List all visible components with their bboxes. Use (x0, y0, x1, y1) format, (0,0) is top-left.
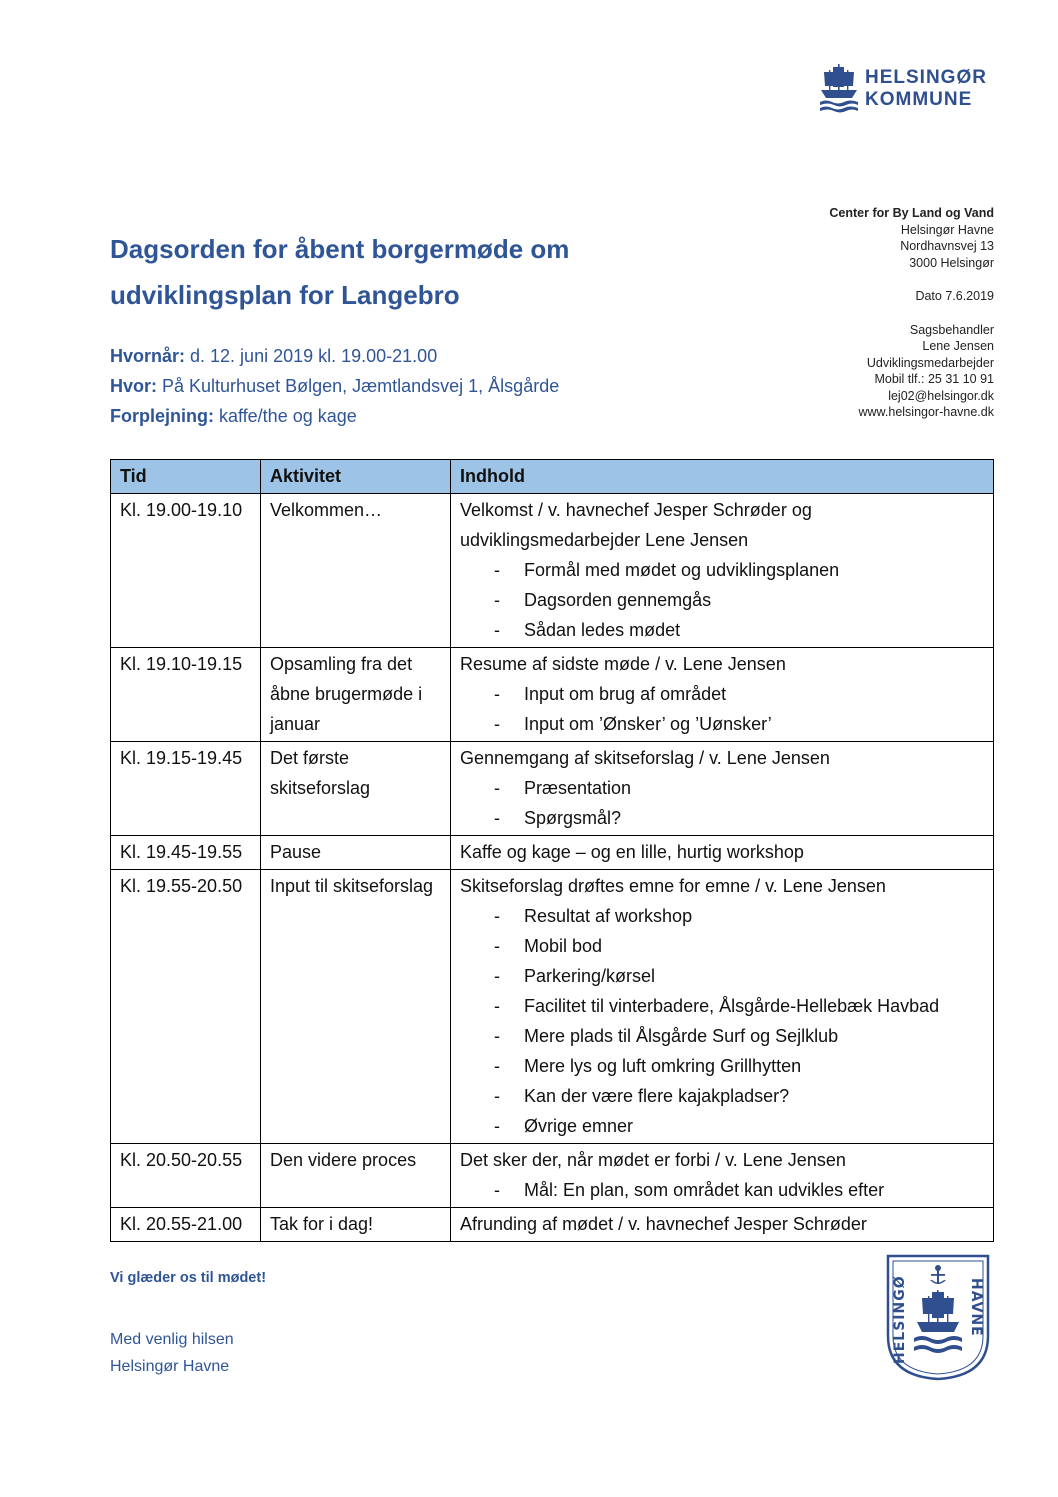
cell-content (451, 870, 994, 1144)
svg-text:HAVNE (968, 1278, 984, 1337)
list-item: - Parkering/kørsel (494, 961, 984, 991)
content-sublist (460, 1175, 984, 1205)
caseworker-label: Sagsbehandler (909, 322, 994, 337)
closing-line: Vi glæder os til mødet! (110, 1270, 267, 1286)
cell-content (451, 742, 994, 836)
content-sublist (460, 679, 984, 739)
cell-time: Kl. 20.50-20.55 (111, 1144, 261, 1208)
sender-name: Helsingør Havne (900, 222, 994, 237)
list-item: - Spørgsmål? (494, 803, 984, 833)
regards-line-1: Med venlig hilsen (110, 1331, 234, 1348)
content-main: Gennemgang af skitseforslag / v. Lene Jensen (460, 748, 830, 768)
logo-line-1: HELSINGØR (865, 67, 987, 88)
caseworker-phone: Mobil tlf.: 25 31 10 91 (874, 372, 994, 386)
seal-right-text: HAVNE (968, 1278, 984, 1337)
ship-logo-icon (818, 62, 860, 118)
logo-line-2: KOMMUNE (865, 89, 973, 110)
cell-time: Kl. 19.55-20.50 (111, 870, 261, 1144)
table-row (111, 494, 994, 648)
title-line-2: udviklingsplan for Langebro (110, 280, 460, 310)
cell-activity: Det første skitseforslag (261, 742, 451, 836)
list-item: - Øvrige emner (494, 1111, 984, 1141)
where-label: Hvor: (110, 376, 158, 396)
list-item: - Præsentation (494, 773, 984, 803)
food-row (110, 401, 559, 431)
list-item: - Facilitet til vinterbadere, Ålsgårde-Hellebæk Havbad (494, 991, 984, 1021)
cell-time: Kl. 19.10-19.15 (111, 648, 261, 742)
content-main: Afrunding af mødet / v. havnechef Jesper Schrøder (460, 1214, 867, 1234)
cell-activity: Den videre proces (261, 1144, 451, 1208)
cell-time: Kl. 19.15-19.45 (111, 742, 261, 836)
content-main: Resume af sidste møde / v. Lene Jensen (460, 654, 786, 674)
when-value: d. 12. juni 2019 kl. 19.00-21.00 (185, 346, 438, 366)
letter-date: Dato 7.6.2019 (915, 289, 994, 303)
cell-activity: Opsamling fra det åbne brugermøde i januar (261, 648, 451, 742)
where-row (110, 371, 559, 401)
content-main: Det sker der, når mødet er forbi / v. Lene Jensen (460, 1150, 846, 1170)
sender-website[interactable]: www.helsingor-havne.dk (858, 405, 994, 419)
cell-time: Kl. 20.55-21.00 (111, 1208, 261, 1242)
content-main: Kaffe og kage – og en lille, hurtig workshop (460, 842, 804, 862)
cell-content (451, 836, 994, 870)
table-row (111, 742, 994, 836)
harbour-seal (884, 1252, 992, 1382)
cell-activity: Input til skitseforslag (261, 870, 451, 1144)
page-title (110, 226, 670, 318)
content-main: Velkomst / v. havnechef Jesper Schrøder og udviklingsmedarbejder Lene Jensen (460, 500, 812, 550)
table-row (111, 870, 994, 1144)
cell-content (451, 1208, 994, 1242)
where-value: På Kulturhuset Bølgen, Jæmtlandsvej 1, Ålsgårde (157, 376, 560, 396)
content-sublist (460, 555, 984, 645)
list-item: - Dagsorden gennemgås (494, 585, 984, 615)
table-row (111, 1144, 994, 1208)
caseworker-name: Lene Jensen (922, 339, 994, 353)
sender-city: 3000 Helsingør (909, 255, 994, 270)
meeting-info (110, 341, 559, 431)
harbour-seal-icon (884, 1252, 992, 1382)
list-item: - Mere plads til Ålsgårde Surf og Sejlklub (494, 1021, 984, 1051)
sender-street: Nordhavnsvej 13 (900, 239, 994, 253)
cell-activity: Tak for i dag! (261, 1208, 451, 1242)
list-item: - Formål med mødet og udviklingsplanen (494, 555, 984, 585)
cell-activity: Velkommen… (261, 494, 451, 648)
caseworker-title: Udviklingsmedarbejder (866, 355, 994, 370)
header-content: Indhold (451, 460, 994, 494)
content-sublist (460, 773, 984, 833)
list-item: - Mobil bod (494, 931, 984, 961)
cell-content (451, 1144, 994, 1208)
cell-time: Kl. 19.00-19.10 (111, 494, 261, 648)
cell-content (451, 494, 994, 648)
when-label: Hvornår: (110, 346, 186, 366)
regards-block (110, 1326, 234, 1380)
sender-block (829, 205, 994, 421)
table-row (111, 836, 994, 870)
cell-time: Kl. 19.45-19.55 (111, 836, 261, 870)
caseworker-email[interactable]: lej02@helsingor.dk (888, 388, 994, 403)
table-header-row (111, 460, 994, 494)
list-item: - Input om ’Ønsker’ og ’Uønsker’ (494, 709, 984, 739)
food-value: kaffe/the og kage (213, 406, 357, 426)
list-item: - Sådan ledes mødet (494, 615, 984, 645)
seal-left-text: HELSINGØ (892, 1275, 908, 1364)
sender-department: Center for By Land og Vand (829, 206, 994, 220)
list-item: - Mere lys og luft omkring Grillhytten (494, 1051, 984, 1081)
header-activity: Aktivitet (261, 460, 451, 494)
table-row (111, 648, 994, 742)
regards-line-2: Helsingør Havne (110, 1358, 230, 1375)
list-item: - Input om brug af området (494, 679, 984, 709)
content-main: Skitseforslag drøftes emne for emne / v. Lene Jensen (460, 876, 886, 896)
cell-content (451, 648, 994, 742)
list-item: - Resultat af workshop (494, 901, 984, 931)
when-row (110, 341, 559, 371)
food-label: Forplejning: (110, 406, 214, 426)
content-sublist (460, 901, 984, 1141)
municipality-logo (818, 62, 998, 122)
table-row (111, 1208, 994, 1242)
title-line-1: Dagsorden for åbent borgermøde om (110, 234, 570, 264)
agenda-table (110, 459, 994, 1242)
cell-activity: Pause (261, 836, 451, 870)
header-time: Tid (111, 460, 261, 494)
list-item: - Kan der være flere kajakpladser? (494, 1081, 984, 1111)
list-item: - Mål: En plan, som området kan udvikles efter (494, 1175, 984, 1205)
